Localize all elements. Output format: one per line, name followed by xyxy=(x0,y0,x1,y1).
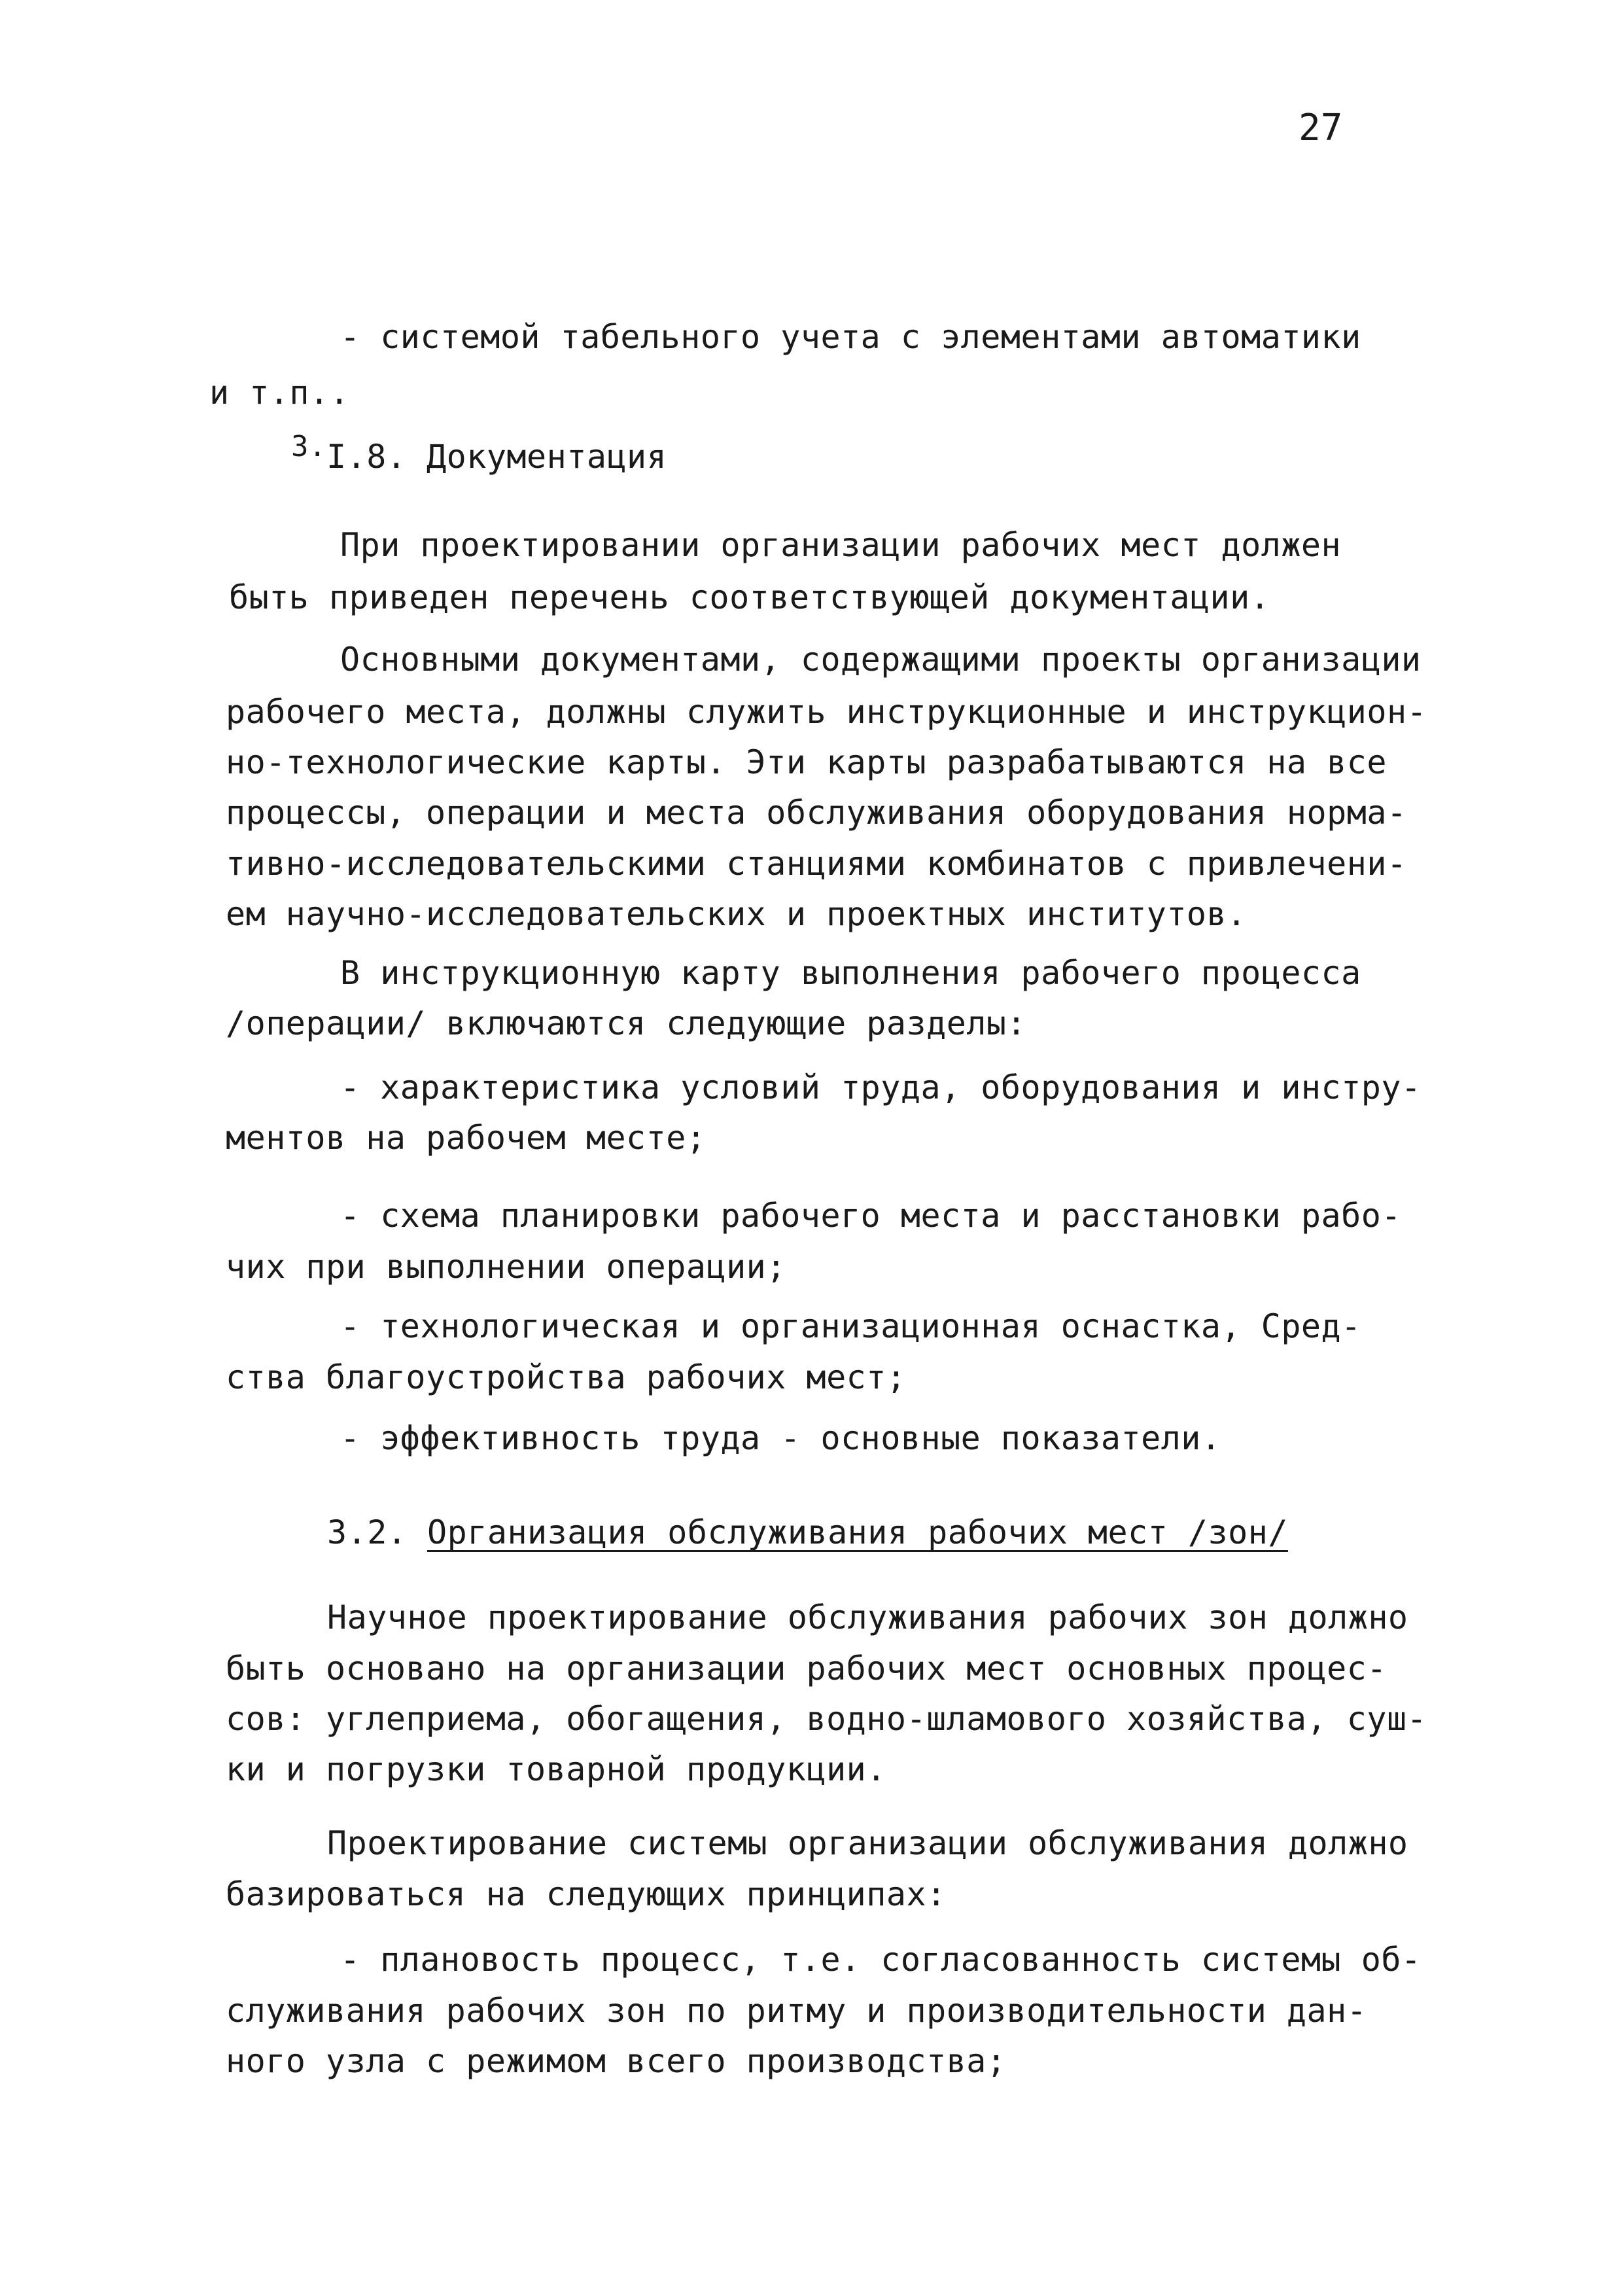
list-item: - технологическая и организационная оснастка, Сред- xyxy=(340,1307,1361,1345)
list-item: - характеристика условий труда, оборудования и инстру- xyxy=(340,1069,1422,1106)
section-number: 3.2. xyxy=(327,1513,408,1551)
text-line: /операции/ включаются следующие разделы: xyxy=(226,1004,1027,1042)
text-line: ного узла с режимом всего производства; xyxy=(226,2042,1007,2080)
section-heading-3-1-8 xyxy=(291,430,667,476)
section-title: Организация обслуживания рабочих мест /зон/ xyxy=(427,1513,1288,1551)
text-line: ства благоустройства рабочих мест; xyxy=(226,1358,907,1396)
text-line: и т.п.. xyxy=(209,374,350,412)
text-line: Основными документами, содержащими проекты организации xyxy=(340,641,1422,679)
text-line: В инструкционную карту выполнения рабочего процесса xyxy=(340,954,1361,992)
section-number-major: 3. xyxy=(291,430,326,463)
text-line: При проектировании организации рабочих мест должен xyxy=(340,526,1342,564)
text-line: сов: углеприема, обогащения, водно-шламового хозяйства, суш- xyxy=(226,1700,1427,1738)
list-item: - плановость процесс, т.е. согласованность системы об- xyxy=(340,1941,1422,1979)
text-line: рабочего места, должны служить инструкционные и инструкцион- xyxy=(226,693,1427,731)
text-line: - системой табельного учета с элементами автоматики xyxy=(340,318,1361,356)
section-title: Документация xyxy=(427,438,667,476)
section-number-minor: I.8. xyxy=(326,438,407,476)
text-line: процессы, операции и места обслуживания оборудования норма- xyxy=(226,794,1407,832)
text-line: тивно-исследовательскими станциями комбинатов с привлечени- xyxy=(226,845,1407,883)
text-line: Научное проектирование обслуживания рабочих зон должно xyxy=(327,1598,1408,1636)
page-number: 27 xyxy=(1299,107,1343,149)
list-item: - схема планировки рабочего места и расстановки рабо- xyxy=(340,1197,1401,1235)
text-line: ки и погрузки товарной продукции. xyxy=(226,1750,886,1788)
section-heading-3-2 xyxy=(327,1513,1288,1551)
text-line: ментов на рабочем месте; xyxy=(226,1119,707,1157)
text-line: быть приведен перечень соответствующей документации. xyxy=(229,578,1270,616)
text-line: базироваться на следующих принципах: xyxy=(226,1875,947,1913)
text-line: ем научно-исследовательских и проектных институтов. xyxy=(226,895,1247,933)
text-line: но-технологические карты. Эти карты разрабатываются на все xyxy=(226,743,1387,781)
text-line: чих при выполнении операции; xyxy=(226,1248,786,1286)
text-line: Проектирование системы организации обслуживания должно xyxy=(327,1824,1408,1862)
text-line: быть основано на организации рабочих мест основных процес- xyxy=(226,1650,1387,1687)
text-line: служивания рабочих зон по ритму и производительности дан- xyxy=(226,1992,1367,2030)
list-item: - эффективность труда - основные показатели. xyxy=(340,1419,1221,1457)
